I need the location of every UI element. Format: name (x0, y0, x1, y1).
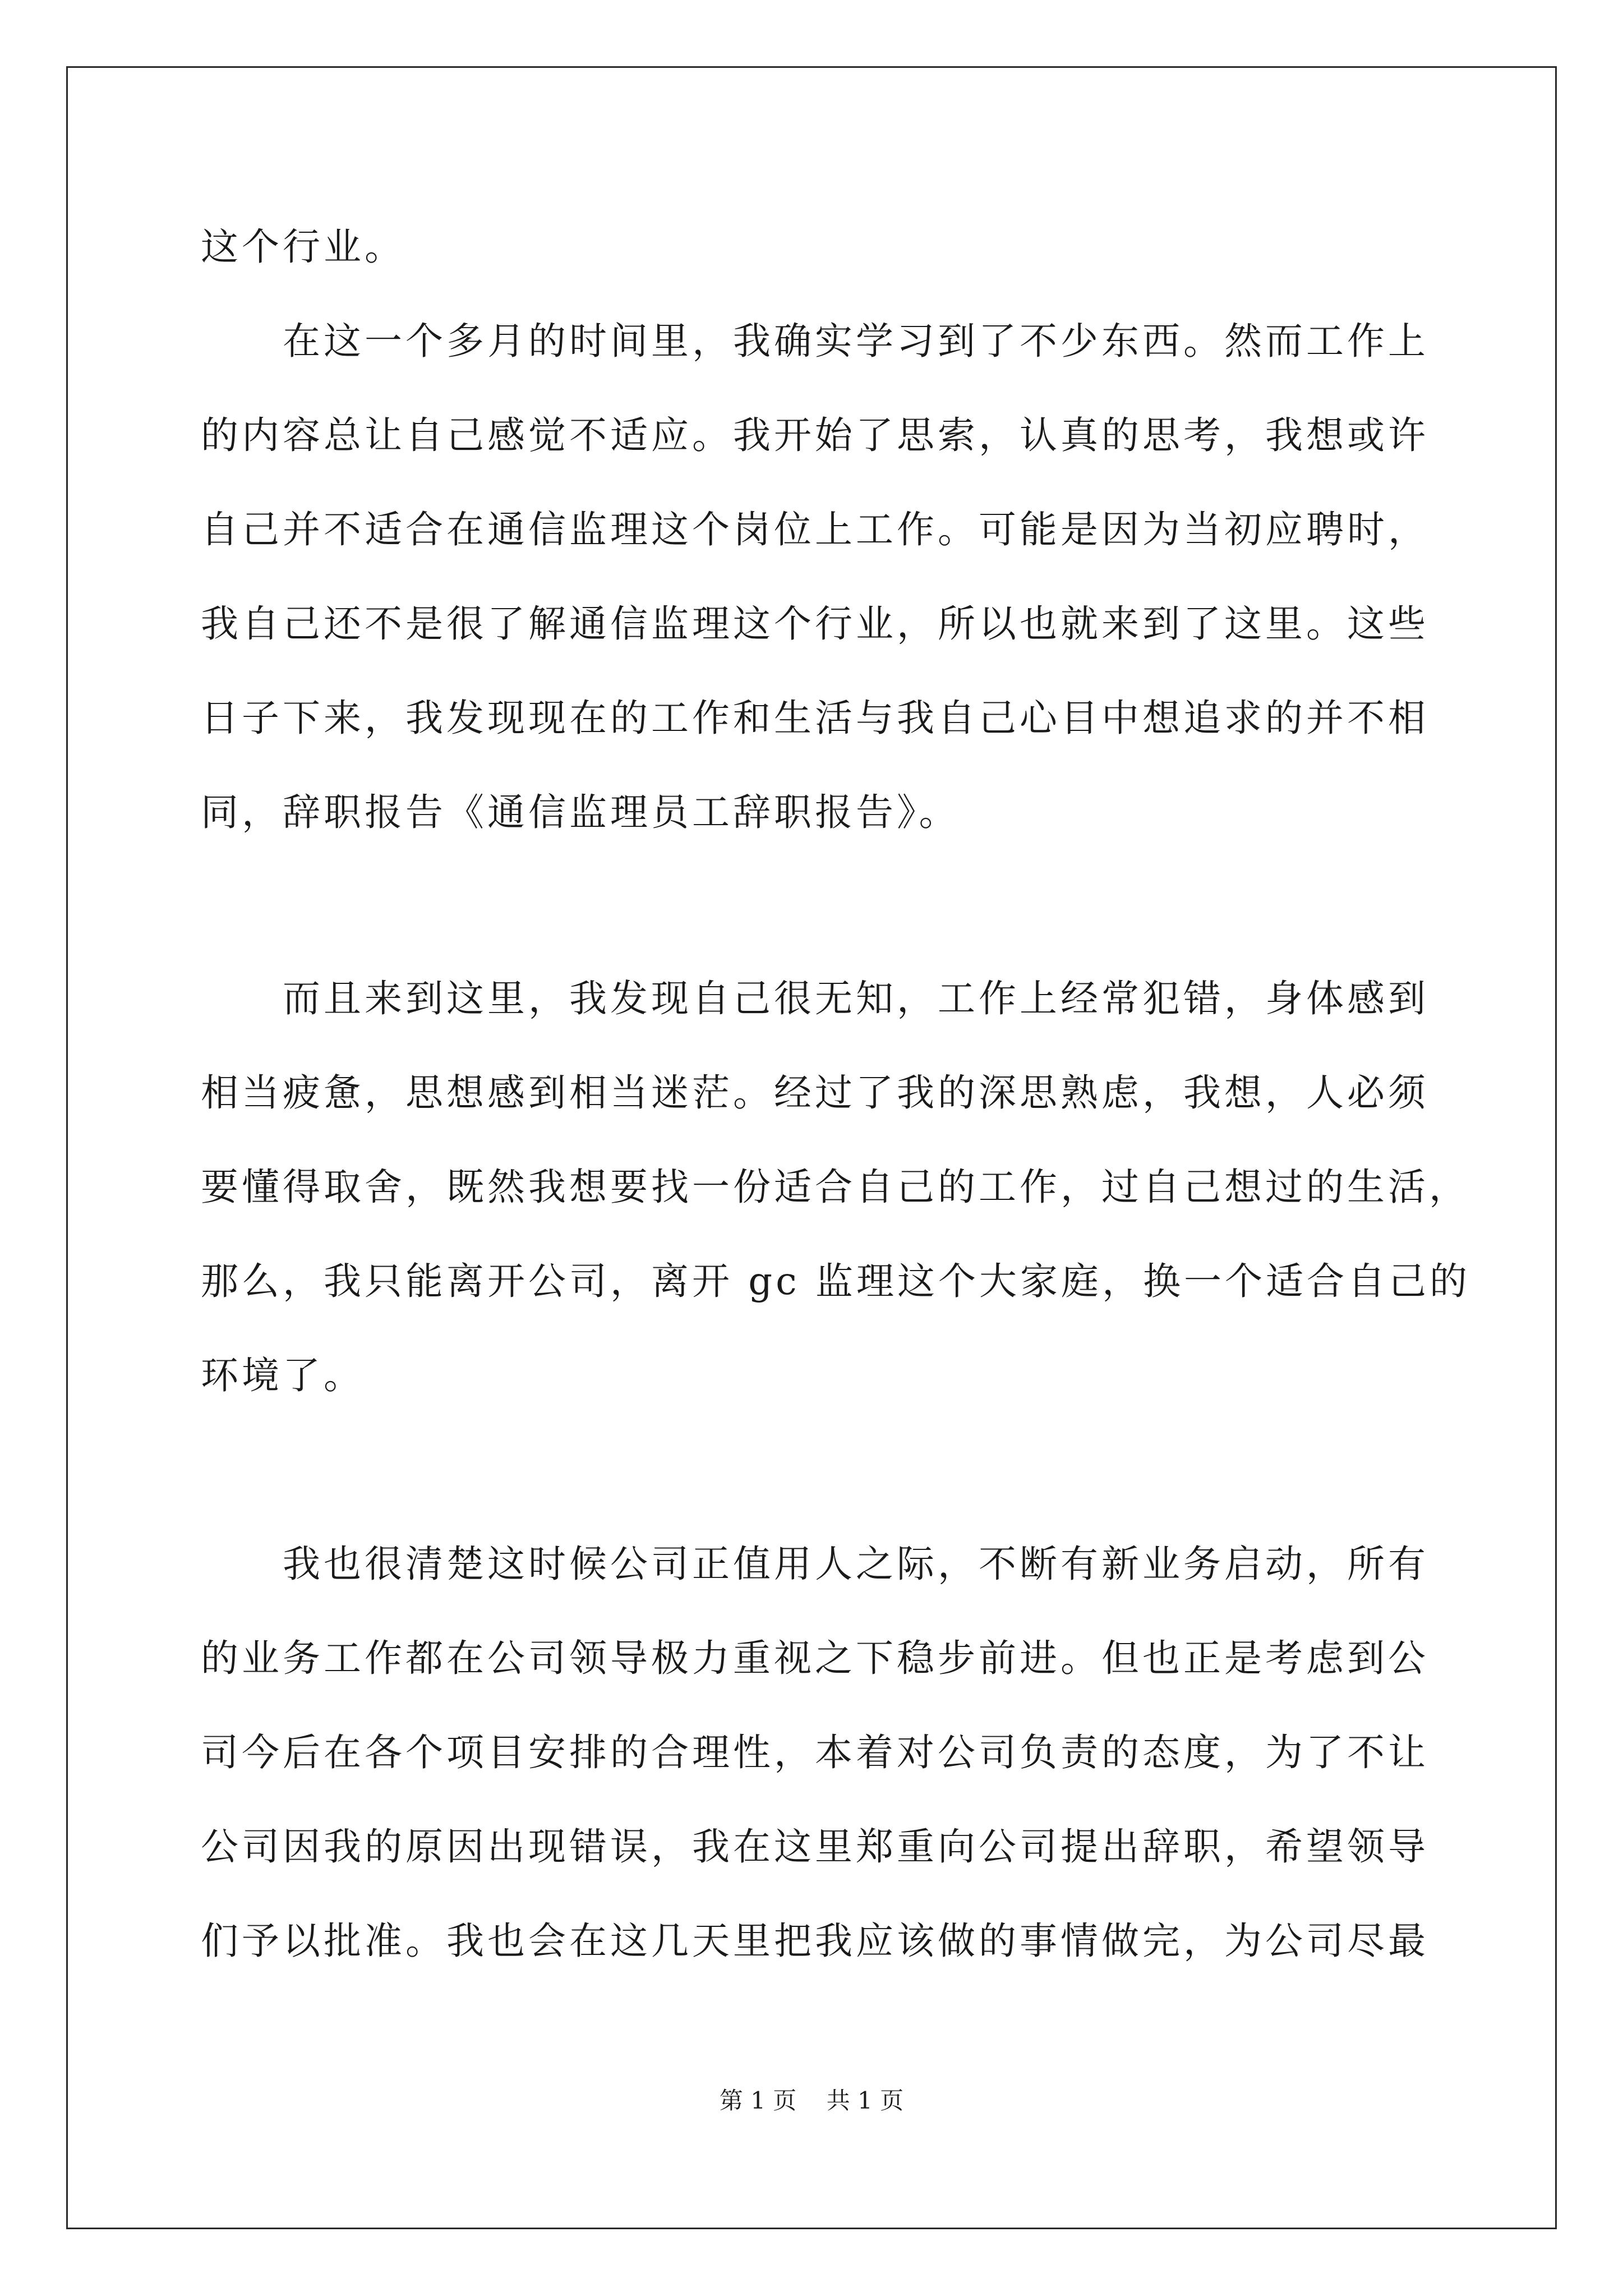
text-line: 同，辞职报告《通信监理员工辞职报告》。 (201, 790, 960, 834)
text-line: 而且来到这里，我发现自己很无知，工作上经常犯错，身体感到 (201, 977, 1429, 1020)
text-line: 那么，我只能离开公司，离开 gc 监理这个大家庭，换一个适合自己的 (201, 1259, 1471, 1303)
page-border (66, 66, 1557, 2229)
text-line: 的内容总让自己感觉不适应。我开始了思索，认真的思考，我想或许 (201, 413, 1429, 457)
text-line: 这个行业。 (201, 225, 405, 269)
page-footer (0, 2087, 1623, 2115)
text-line: 自己并不适合在通信监理这个岗位上工作。可能是因为当初应聘时， (201, 508, 1429, 551)
text-line: 相当疲惫，思想感到相当迷茫。经过了我的深思熟虑，我想，人必须 (201, 1071, 1429, 1115)
text-line: 我自己还不是很了解通信监理这个行业，所以也就来到了这里。这些 (201, 602, 1429, 646)
text-line: 要懂得取舍，既然我想要找一份适合自己的工作，过自己想过的生活， (201, 1165, 1470, 1209)
text-line: 公司因我的原因出现错误，我在这里郑重向公司提出辞职，希望领导 (201, 1825, 1429, 1869)
text-line: 日子下来，我发现现在的工作和生活与我自己心目中想追求的并不相 (201, 696, 1429, 740)
text-line: 们予以批准。我也会在这几天里把我应该做的事情做完，为公司尽最 (201, 1919, 1429, 1963)
text-line: 司今后在各个项目安排的合理性，本着对公司负责的态度，为了不让 (201, 1731, 1429, 1774)
text-line: 我也很清楚这时候公司正值用人之际，不断有新业务启动，所有 (201, 1542, 1429, 1586)
page-total: 共 1 页 (826, 2087, 904, 2114)
text-line: 的业务工作都在公司领导极力重视之下稳步前进。但也正是考虑到公 (201, 1636, 1429, 1680)
page-number: 第 1 页 (719, 2087, 797, 2114)
text-line: 环境了。 (201, 1354, 365, 1397)
text-line: 在这一个多月的时间里，我确实学习到了不少东西。然而工作上 (201, 319, 1429, 363)
